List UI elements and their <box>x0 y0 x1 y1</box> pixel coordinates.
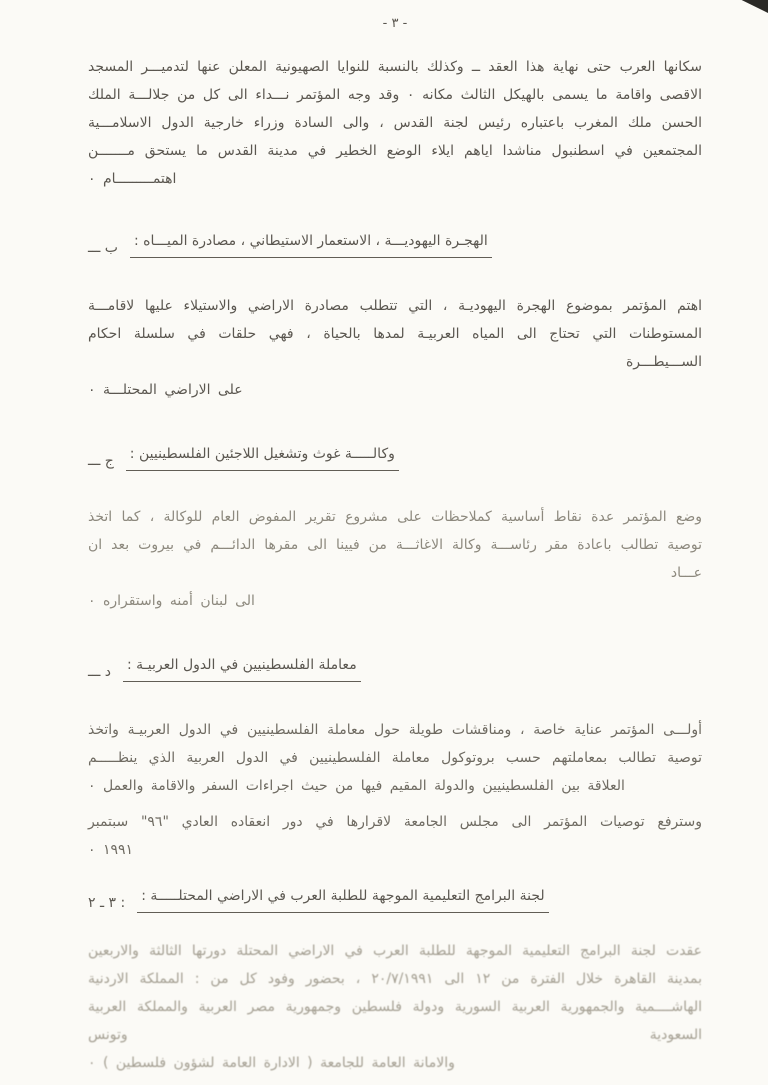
section-d-paragraph-1 <box>88 716 702 800</box>
item-3-2-paragraph-last-line: والامانة العامة للجامعة ( الادارة العامة لشؤون فلسطين ) ٠ <box>88 1055 455 1071</box>
page-number: - ٣ - <box>382 16 408 31</box>
item-3-2-title: لجنة البرامج التعليمية الموجهة للطلبة العرب في الاراضي المحتلـــــة : <box>137 886 548 913</box>
section-c-paragraph-last-line: الى لبنان أمنه واستقراره ٠ <box>88 593 255 609</box>
section-c-marker: ج ـــ <box>88 453 114 469</box>
item-3-2-paragraph-body: عقدت لجنة البرامج التعليمية الموجهة للطلبة العرب في الاراضي المحتلة دورتها الثالثة والاربعين بمدينة القاهرة خلال الفترة من ١٢ الى ٢٠/٧/١٩٩١ ، بحضور وفود كل من : المملكة الاردنية الهاشــــمية والجمهورية العربية السورية ودولة فلسطين وجمهورية مصر العربية والمملكة العربية السعودية وتونس <box>88 943 702 1043</box>
section-b-paragraph <box>88 292 702 404</box>
section-c-paragraph <box>88 503 702 615</box>
item-3-2-marker: ٣ ـ ٢ : <box>88 895 126 911</box>
section-c-title: وكالـــــة غوث وتشغيل اللاجئين الفلسطينيين : <box>126 444 399 471</box>
section-b-heading-row <box>88 231 702 258</box>
section-c-paragraph-body: وضع المؤتمر عدة نقاط أساسية كملاحظات على مشروع تقرير المفوض العام للوكالة ، كما اتخذ توصية تطالب باعادة مقر رئاســـة وكالة الاغاثـــة من فيينا الى مقرها الدائـــم في بيروت بعد ان عـــاد <box>88 509 702 581</box>
item-3-2-paragraph <box>88 937 702 1077</box>
section-d-paragraph-1-body: أولـــى المؤتمر عناية خاصة ، ومناقشات طويلة حول معاملة الفلسطينيين في الدول العربيـة واتخذ توصية تطالب بمعاملتهم حسب بروتوكول معاملة الفلسطينيين في الدول العربية الذي ينظـــــم <box>88 722 702 766</box>
item-3-2-heading-row <box>88 886 702 913</box>
section-d-heading-row <box>88 655 702 682</box>
section-b-title: الهجـرة اليهوديـــة ، الاستعمار الاستيطاني ، مصادرة الميـــاه : <box>130 231 492 258</box>
paragraph-jerusalem-last-line: اهتمـــــــــام ٠ <box>88 171 177 187</box>
section-d-paragraph-1-last-line: العلاقة بين الفلسطينيين والدولة المقيم فيها من حيث اجراءات السفر والاقامة والعمل ٠ <box>88 778 625 794</box>
paragraph-jerusalem-body: سكانها العرب حتى نهاية هذا العقد ــ وكذلك بالنسبة للنوايا الصهيونية المعلن عنها لتدميـــر المسجد الاقصى واقامة ما يسمى بالهيكل الثالث مكانه ٠ وقد وجه المؤتمر نـــداء الى كل من جلالـــة الملك الحسن ملك المغرب باعتباره رئيس لجنة القدس ، والى السادة وزراء خارجية الدول الاسلامـــية المجتمعين في اسطنبول مناشدا اياهم ايلاء الوضع الخطير في مدينة القدس ما يستحق مـــــــن <box>88 59 702 159</box>
section-b-paragraph-last-line: على الاراضي المحتلـــة ٠ <box>88 382 243 398</box>
section-d-paragraph-2 <box>88 808 702 864</box>
section-d-paragraph-2-body: وسترفع توصيات المؤتمر الى مجلس الجامعة لاقرارها في دور انعقاده العادي "٩٦" سبتمبر <box>88 814 702 830</box>
section-b-marker: ب ـــ <box>88 240 118 256</box>
section-d-title: معاملة الفلسطينيين في الدول العربيـة : <box>123 655 361 682</box>
section-b-paragraph-body: اهتم المؤتمر بموضوع الهجرة اليهوديـة ، التي تتطلب مصادرة الاراضي والاستيلاء عليها لاقامـــة المستوطنات التي تحتاج الى المياه العربيـة لمدها بالحياة ، فهي حلقات في سلسلة احكام الســـيطـــرة <box>88 298 702 370</box>
section-d-marker: د ـــ <box>88 664 111 680</box>
paragraph-jerusalem <box>88 53 702 193</box>
section-c-heading-row <box>88 444 702 471</box>
section-d-paragraph-2-last-line: ١٩٩١ ٠ <box>88 842 134 858</box>
